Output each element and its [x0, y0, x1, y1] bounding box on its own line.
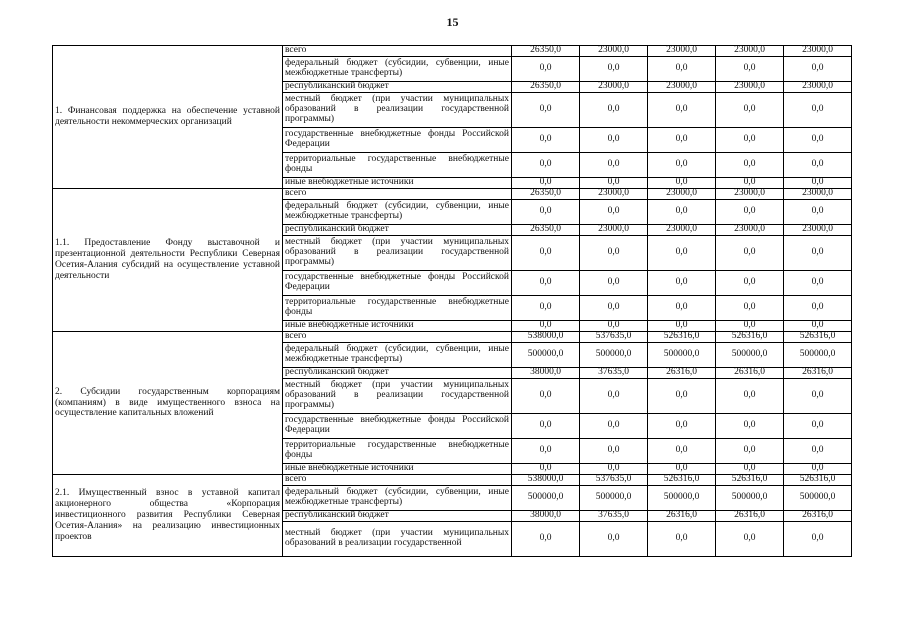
amount-cell: 0,0 — [716, 379, 784, 414]
amount-cell: 0,0 — [784, 439, 852, 464]
amount-cell: 500000,0 — [716, 486, 784, 511]
program-name-cell: 2.1. Имущественный взнос в уставной капитал акционерного общества «Корпорация инвестиционного развития Республики Северная Осетия-Алания» на реализацию инвестиционных проектов — [53, 475, 283, 557]
funding-source-cell: всего — [283, 332, 512, 343]
amount-cell: 0,0 — [580, 153, 648, 178]
amount-cell: 538000,0 — [512, 332, 580, 343]
amount-cell: 23000,0 — [580, 225, 648, 236]
amount-cell: 500000,0 — [648, 486, 716, 511]
program-name-cell: 2. Субсидии государственным корпорациям (компаниям) в виде имущественного взноса на осуществление капитальных вложений — [53, 332, 283, 475]
funding-source-cell: государственные внебюджетные фонды Российской Федерации — [283, 414, 512, 439]
budget-table — [52, 45, 852, 557]
amount-cell: 23000,0 — [648, 82, 716, 93]
amount-cell: 26350,0 — [512, 82, 580, 93]
amount-cell: 0,0 — [512, 379, 580, 414]
amount-cell: 0,0 — [716, 321, 784, 332]
program-name-cell: 1.1. Предоставление Фонду выставочной и презентационной деятельности Республики Северная Осетия-Алания субсидий на осуществление уставной деятельности — [53, 189, 283, 332]
amount-cell: 23000,0 — [716, 225, 784, 236]
amount-cell: 526316,0 — [648, 475, 716, 486]
amount-cell: 0,0 — [716, 93, 784, 128]
amount-cell: 0,0 — [716, 178, 784, 189]
amount-cell: 37635,0 — [580, 511, 648, 522]
amount-cell: 0,0 — [580, 464, 648, 475]
amount-cell: 0,0 — [580, 128, 648, 153]
amount-cell: 0,0 — [648, 379, 716, 414]
funding-source-cell: республиканский бюджет — [283, 368, 512, 379]
amount-cell: 500000,0 — [784, 343, 852, 368]
amount-cell: 0,0 — [716, 464, 784, 475]
funding-source-cell: местный бюджет (при участии муниципальных образований в реализации государственной программы) — [283, 236, 512, 271]
funding-source-cell: всего — [283, 189, 512, 200]
funding-source-cell: территориальные государственные внебюджетные фонды — [283, 296, 512, 321]
amount-cell: 0,0 — [784, 128, 852, 153]
amount-cell: 0,0 — [784, 57, 852, 82]
amount-cell: 0,0 — [716, 296, 784, 321]
amount-cell: 526316,0 — [784, 475, 852, 486]
amount-cell: 23000,0 — [716, 82, 784, 93]
amount-cell: 0,0 — [580, 321, 648, 332]
amount-cell: 0,0 — [716, 414, 784, 439]
amount-cell: 500000,0 — [784, 486, 852, 511]
amount-cell: 0,0 — [648, 178, 716, 189]
amount-cell: 0,0 — [784, 464, 852, 475]
funding-source-cell: местный бюджет (при участии муниципальных образований в реализации государственной — [283, 522, 512, 557]
amount-cell: 26350,0 — [512, 189, 580, 200]
amount-cell: 38000,0 — [512, 511, 580, 522]
amount-cell: 500000,0 — [512, 343, 580, 368]
funding-source-cell: федеральный бюджет (субсидии, субвенции, иные межбюджетные трансферты) — [283, 343, 512, 368]
amount-cell: 526316,0 — [648, 332, 716, 343]
amount-cell: 500000,0 — [580, 343, 648, 368]
amount-cell: 0,0 — [716, 128, 784, 153]
amount-cell: 0,0 — [512, 153, 580, 178]
amount-cell: 23000,0 — [580, 82, 648, 93]
amount-cell: 0,0 — [648, 57, 716, 82]
amount-cell: 0,0 — [512, 57, 580, 82]
amount-cell: 0,0 — [512, 296, 580, 321]
amount-cell: 0,0 — [648, 93, 716, 128]
amount-cell: 0,0 — [648, 321, 716, 332]
amount-cell: 0,0 — [784, 271, 852, 296]
amount-cell: 0,0 — [512, 321, 580, 332]
amount-cell: 0,0 — [716, 57, 784, 82]
amount-cell: 38000,0 — [512, 368, 580, 379]
amount-cell: 0,0 — [784, 200, 852, 225]
amount-cell: 0,0 — [580, 93, 648, 128]
funding-source-cell: федеральный бюджет (субсидии, субвенции, иные межбюджетные трансферты) — [283, 486, 512, 511]
amount-cell: 0,0 — [512, 128, 580, 153]
amount-cell: 0,0 — [648, 236, 716, 271]
amount-cell: 526316,0 — [716, 475, 784, 486]
amount-cell: 0,0 — [512, 178, 580, 189]
funding-source-cell: федеральный бюджет (субсидии, субвенции, иные межбюджетные трансферты) — [283, 57, 512, 82]
funding-source-cell: местный бюджет (при участии муниципальных образований в реализации государственной программы) — [283, 93, 512, 128]
amount-cell: 0,0 — [784, 153, 852, 178]
amount-cell: 0,0 — [512, 464, 580, 475]
funding-source-cell: республиканский бюджет — [283, 511, 512, 522]
amount-cell: 0,0 — [784, 178, 852, 189]
funding-source-cell: государственные внебюджетные фонды Российской Федерации — [283, 128, 512, 153]
amount-cell: 537635,0 — [580, 332, 648, 343]
table-row — [53, 475, 852, 486]
amount-cell: 0,0 — [648, 271, 716, 296]
amount-cell: 26316,0 — [648, 368, 716, 379]
amount-cell: 0,0 — [580, 236, 648, 271]
amount-cell: 26350,0 — [512, 225, 580, 236]
funding-source-cell: территориальные государственные внебюджетные фонды — [283, 439, 512, 464]
amount-cell: 0,0 — [580, 414, 648, 439]
amount-cell: 500000,0 — [648, 343, 716, 368]
amount-cell: 23000,0 — [784, 82, 852, 93]
funding-source-cell: федеральный бюджет (субсидии, субвенции, иные межбюджетные трансферты) — [283, 200, 512, 225]
amount-cell: 0,0 — [716, 200, 784, 225]
amount-cell: 500000,0 — [580, 486, 648, 511]
amount-cell: 0,0 — [580, 522, 648, 557]
amount-cell: 0,0 — [784, 522, 852, 557]
amount-cell: 0,0 — [512, 271, 580, 296]
page-number: 15 — [446, 15, 459, 29]
amount-cell: 0,0 — [648, 200, 716, 225]
amount-cell: 0,0 — [716, 439, 784, 464]
funding-source-cell: республиканский бюджет — [283, 225, 512, 236]
amount-cell: 23000,0 — [784, 225, 852, 236]
amount-cell: 0,0 — [580, 178, 648, 189]
amount-cell: 0,0 — [648, 464, 716, 475]
amount-cell: 0,0 — [648, 439, 716, 464]
funding-source-cell: иные внебюджетные источники — [283, 321, 512, 332]
amount-cell: 500000,0 — [716, 343, 784, 368]
amount-cell: 0,0 — [580, 296, 648, 321]
amount-cell: 26316,0 — [784, 511, 852, 522]
amount-cell: 26316,0 — [716, 511, 784, 522]
table-row — [53, 46, 852, 57]
table-row — [53, 189, 852, 200]
amount-cell: 0,0 — [580, 379, 648, 414]
amount-cell: 23000,0 — [784, 46, 852, 57]
amount-cell: 26316,0 — [784, 368, 852, 379]
amount-cell: 23000,0 — [784, 189, 852, 200]
amount-cell: 538000,0 — [512, 475, 580, 486]
amount-cell: 0,0 — [512, 93, 580, 128]
amount-cell: 0,0 — [512, 522, 580, 557]
amount-cell: 500000,0 — [512, 486, 580, 511]
amount-cell: 0,0 — [784, 379, 852, 414]
amount-cell: 0,0 — [580, 57, 648, 82]
amount-cell: 23000,0 — [648, 46, 716, 57]
amount-cell: 0,0 — [512, 439, 580, 464]
funding-source-cell: территориальные государственные внебюджетные фонды — [283, 153, 512, 178]
amount-cell: 0,0 — [784, 414, 852, 439]
amount-cell: 0,0 — [716, 271, 784, 296]
funding-source-cell: всего — [283, 46, 512, 57]
amount-cell: 0,0 — [648, 128, 716, 153]
amount-cell: 0,0 — [716, 236, 784, 271]
amount-cell: 0,0 — [716, 153, 784, 178]
amount-cell: 23000,0 — [580, 46, 648, 57]
amount-cell: 0,0 — [580, 439, 648, 464]
amount-cell: 23000,0 — [580, 189, 648, 200]
amount-cell: 0,0 — [784, 236, 852, 271]
funding-source-cell: государственные внебюджетные фонды Российской Федерации — [283, 271, 512, 296]
amount-cell: 26316,0 — [648, 511, 716, 522]
amount-cell: 0,0 — [580, 200, 648, 225]
funding-source-cell: иные внебюджетные источники — [283, 178, 512, 189]
table-row — [53, 332, 852, 343]
amount-cell: 23000,0 — [716, 46, 784, 57]
amount-cell: 537635,0 — [580, 475, 648, 486]
funding-source-cell: местный бюджет (при участии муниципальных образований в реализации государственной программы) — [283, 379, 512, 414]
amount-cell: 0,0 — [580, 271, 648, 296]
amount-cell: 0,0 — [648, 414, 716, 439]
amount-cell: 23000,0 — [648, 189, 716, 200]
funding-source-cell: иные внебюджетные источники — [283, 464, 512, 475]
amount-cell: 526316,0 — [716, 332, 784, 343]
funding-source-cell: республиканский бюджет — [283, 82, 512, 93]
amount-cell: 23000,0 — [648, 225, 716, 236]
amount-cell: 0,0 — [648, 296, 716, 321]
amount-cell: 0,0 — [784, 321, 852, 332]
program-name-cell: 1. Финансовая поддержка на обеспечение уставной деятельности некоммерческих организаций — [53, 46, 283, 189]
amount-cell: 26350,0 — [512, 46, 580, 57]
amount-cell: 26316,0 — [716, 368, 784, 379]
amount-cell: 0,0 — [784, 296, 852, 321]
amount-cell: 0,0 — [784, 93, 852, 128]
amount-cell: 0,0 — [512, 414, 580, 439]
amount-cell: 23000,0 — [716, 189, 784, 200]
amount-cell: 0,0 — [716, 522, 784, 557]
amount-cell: 0,0 — [512, 236, 580, 271]
amount-cell: 37635,0 — [580, 368, 648, 379]
amount-cell: 526316,0 — [784, 332, 852, 343]
budget-table-body — [53, 46, 852, 557]
funding-source-cell: всего — [283, 475, 512, 486]
amount-cell: 0,0 — [512, 200, 580, 225]
amount-cell: 0,0 — [648, 153, 716, 178]
amount-cell: 0,0 — [648, 522, 716, 557]
